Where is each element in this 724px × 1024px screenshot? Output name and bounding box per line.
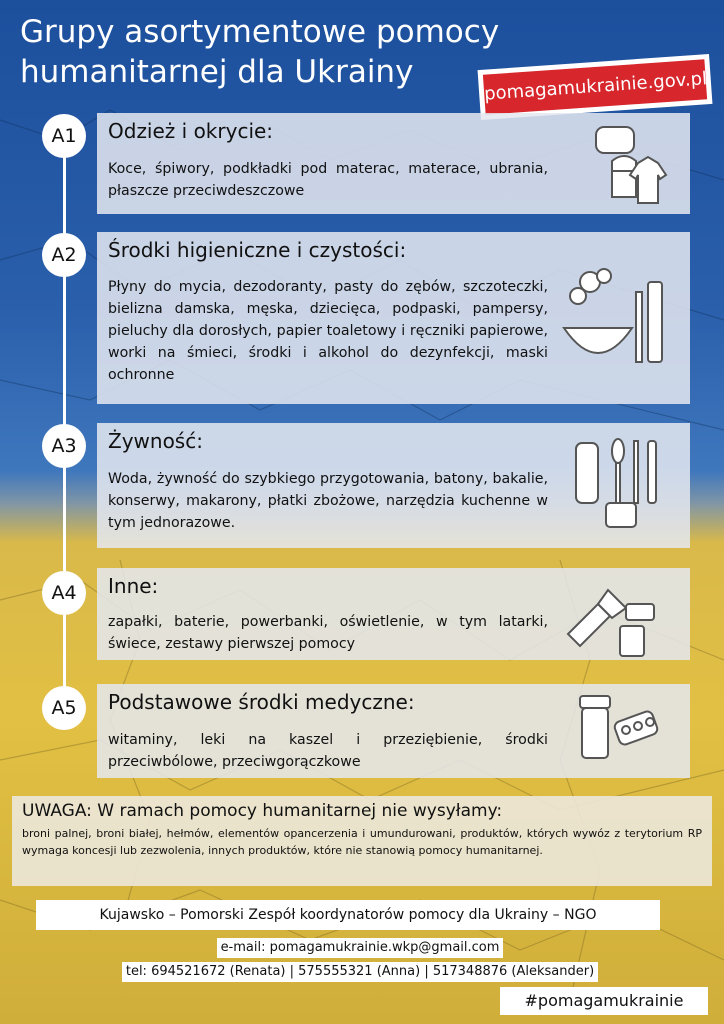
warning-title: UWAGA: W ramach pomocy humanitarnej nie wysyłamy:	[22, 801, 503, 821]
group-text-a1: Koce, śpiwory, podkładki pod materac, materace, ubrania, płaszcze przeciwdeszczowe	[108, 161, 548, 199]
group-badge-a5: A5	[42, 686, 86, 730]
group-title-a4: Inne:	[108, 574, 159, 598]
group-title-a2: Środki higieniczne i czystości:	[108, 238, 407, 262]
group-card-a3	[97, 423, 690, 548]
website-link[interactable]: pomagamukrainie.gov.pl	[483, 59, 707, 114]
hygiene-icon	[560, 262, 670, 382]
warning-box	[12, 796, 712, 886]
page-title	[20, 12, 540, 92]
food-icon	[570, 433, 670, 533]
group-card-a5	[97, 684, 690, 778]
group-text-a2: Płyny do mycia, dezodoranty, pasty do zębów, szczoteczki, bielizna damska, męska, dziecięca, podpaski, pampersy, pieluchy dla dorosłych, papier toaletowy i ręczniki papierowe, worki na śmieci, środki i alkohol do dezynfekcji, maski ochronne	[108, 279, 548, 383]
title-line-1: Grupy asortymentowe pomocy	[20, 14, 500, 50]
group-badge-a4: A4	[42, 571, 86, 615]
group-badge-a1: A1	[42, 114, 86, 158]
clothing-icon	[590, 121, 670, 209]
group-card-a1	[97, 113, 690, 214]
group-title-a3: Żywność:	[108, 429, 203, 453]
group-text-a3: Woda, żywność do szybkiego przygotowania, batony, bakalie, konserwy, makarony, płatki zbożowe, narzędzia kuchenne w tym jednorazowe.	[108, 471, 548, 531]
group-card-a4	[97, 568, 690, 660]
contact-info	[100, 936, 620, 984]
group-text-a4: zapałki, baterie, powerbanki, oświetlenie, w tym latarki, świece, zestawy pierwszej pomocy	[108, 614, 548, 652]
email-contact[interactable]: e-mail: pomagamukrainie.wkp@gmail.com	[217, 938, 504, 958]
group-text-a5: witaminy, leki na kaszel i przeziębienie, środki przeciwbólowe, przeciwgorączkowe	[108, 732, 548, 770]
title-line-2: humanitarnej dla Ukrainy	[20, 54, 414, 90]
organization-name: Kujawsko – Pomorski Zespół koordynatorów pomocy dla Ukrainy – NGO	[36, 900, 660, 930]
medicine-icon	[570, 690, 670, 774]
group-badge-a3: A3	[42, 424, 86, 468]
phone-contacts: tel: 694521672 (Renata) | 575555321 (Anna) | 517348876 (Aleksander)	[122, 962, 598, 982]
flashlight-icon	[560, 574, 670, 658]
hashtag: #pomagamukrainie	[500, 987, 708, 1015]
group-card-a2	[97, 232, 690, 404]
group-badge-a2: A2	[42, 233, 86, 277]
warning-text: broni palnej, broni białej, hełmów, elementów opancerzenia i umundurowani, produktów, których wywóz z terytorium RP wymaga koncesji lub zezwolenia, innych produktów, które nie stanowią pomocy humanitarnej.	[22, 827, 702, 857]
group-title-a1: Odzież i okrycie:	[108, 119, 274, 143]
group-title-a5: Podstawowe środki medyczne:	[108, 690, 415, 714]
